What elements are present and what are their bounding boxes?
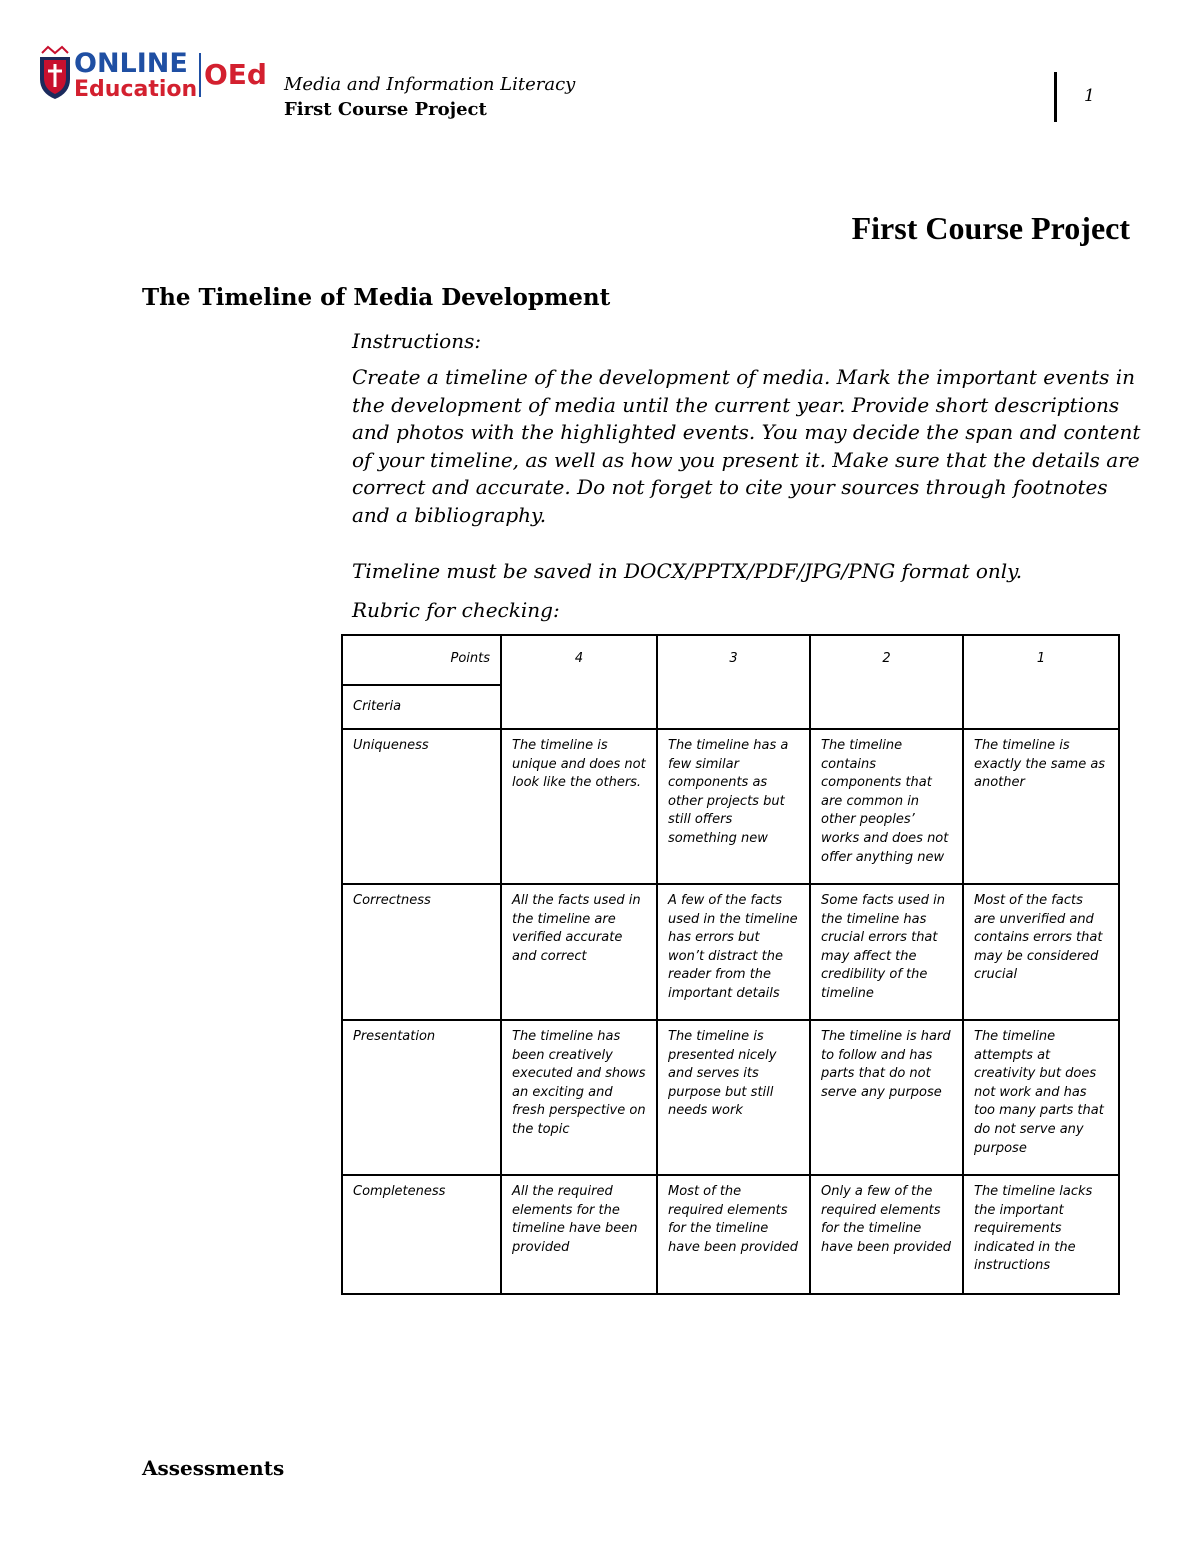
shield-emblem-icon: [40, 47, 70, 99]
table-cell: The timeline has been creatively executed and shows an exciting and fresh perspective on the topic: [501, 1020, 657, 1175]
table-cell: Most of the required elements for the timeline have been provided: [657, 1175, 810, 1294]
table-row: [342, 1020, 1119, 1175]
header-subject: Media and Information Literacy: [284, 74, 576, 95]
rubric-label: Rubric for checking:: [352, 598, 560, 622]
table-cell: The timeline has a few similar components as other projects but still offers something new: [657, 729, 810, 884]
page-number: 1: [1084, 86, 1095, 106]
table-cell: All the required elements for the timeline have been provided: [501, 1175, 657, 1294]
score-header-4: 4: [501, 635, 657, 729]
score-header-2: 2: [810, 635, 963, 729]
table-cell: The timeline is exactly the same as another: [963, 729, 1119, 884]
logo-oed-text: OEd: [204, 58, 267, 91]
table-cell: Most of the facts are unverified and contains errors that may be considered crucial: [963, 884, 1119, 1020]
criteria-header: Criteria: [342, 685, 501, 729]
table-cell: The timeline contains components that are common in other peoples’ works and does not offer anything new: [810, 729, 963, 884]
table-cell: All the facts used in the timeline are verified accurate and correct: [501, 884, 657, 1020]
header-course-project: First Course Project: [284, 99, 487, 120]
score-header-3: 3: [657, 635, 810, 729]
criterion-correctness: Correctness: [342, 884, 501, 1020]
section-title: The Timeline of Media Development: [142, 284, 611, 311]
table-cell: The timeline is unique and does not look like the others.: [501, 729, 657, 884]
criterion-completeness: Completeness: [342, 1175, 501, 1294]
instructions-label: Instructions:: [352, 329, 482, 353]
table-row: [342, 1175, 1119, 1294]
table-cell: The timeline is presented nicely and serves its purpose but still needs work: [657, 1020, 810, 1175]
score-header-1: 1: [963, 635, 1119, 729]
table-cell: Some facts used in the timeline has crucial errors that may affect the credibility of the timeline: [810, 884, 963, 1020]
instructions-text: Create a timeline of the development of media. Mark the important events in the development of media until the current year. Provide short descriptions and photos with the highlighted events. You may decide the span and content of your timeline, as well as how you present it. Make sure that the details are correct and accurate. Do not forget to cite your sources through footnotes and a bibliography.: [352, 365, 1141, 527]
table-cell: The timeline attempts at creativity but does not work and has too many parts that do not serve any purpose: [963, 1020, 1119, 1175]
rubric-header-row: [342, 635, 1119, 685]
table-row: [342, 729, 1119, 884]
header-divider: [1054, 72, 1057, 122]
logo-online-text: ONLINE: [74, 48, 188, 79]
criterion-uniqueness: Uniqueness: [342, 729, 501, 884]
table-cell: The timeline lacks the important requirements indicated in the instructions: [963, 1175, 1119, 1294]
table-cell: A few of the facts used in the timeline has errors but won’t distract the reader from the important details: [657, 884, 810, 1020]
logo-education-text: Education: [74, 77, 198, 101]
rubric-table: [341, 634, 1120, 1295]
document-title: First Course Project: [851, 210, 1130, 246]
online-education-logo: [36, 45, 276, 101]
table-row: [342, 884, 1119, 1020]
format-note: Timeline must be saved in DOCX/PPTX/PDF/JPG/PNG format only.: [352, 559, 1023, 583]
table-cell: The timeline is hard to follow and has parts that do not serve any purpose: [810, 1020, 963, 1175]
footer-assessments: Assessments: [142, 1456, 285, 1480]
points-header: Points: [342, 635, 501, 685]
table-cell: Only a few of the required elements for the timeline have been provided: [810, 1175, 963, 1294]
criterion-presentation: Presentation: [342, 1020, 501, 1175]
